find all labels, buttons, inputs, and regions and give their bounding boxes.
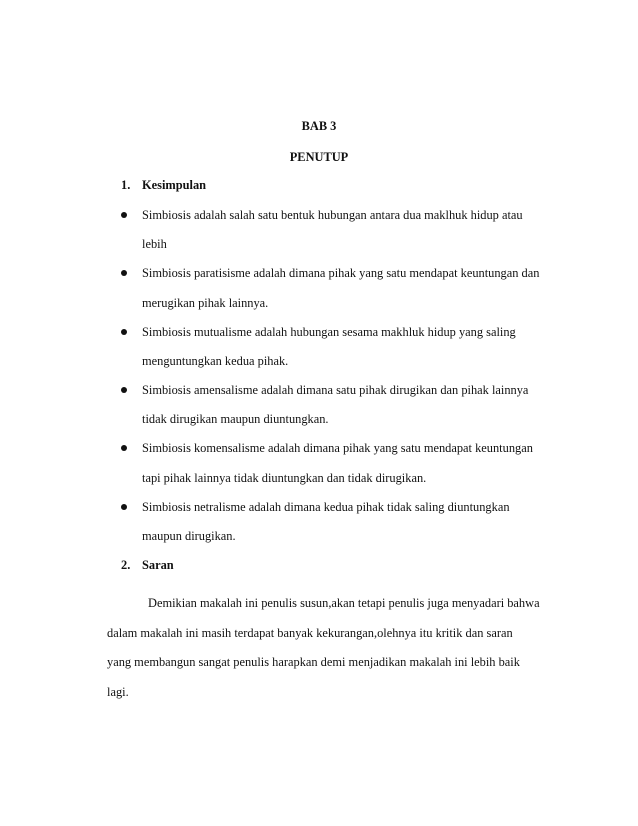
saran-paragraph-line-1: Demikian makalah ini penulis susun,akan tetapi penulis juga menyadari bahwa <box>148 596 540 610</box>
bullet-dot <box>121 445 127 451</box>
bullet-4-line-1: Simbiosis amensalisme adalah dimana satu pihak dirugikan dan pihak lainnya <box>142 383 529 397</box>
bullet-dot <box>121 329 127 335</box>
bullet-1-line-1: Simbiosis adalah salah satu bentuk hubungan antara dua maklhuk hidup atau <box>142 208 523 222</box>
saran-paragraph-line-4: lagi. <box>107 685 129 699</box>
bullet-2-line-2: merugikan pihak lainnya. <box>142 296 269 310</box>
bullet-dot <box>121 387 127 393</box>
bullet-dot <box>121 212 127 218</box>
bullet-4-line-2: tidak dirugikan maupun diuntungkan. <box>142 412 329 426</box>
bullet-5-line-2: tapi pihak lainnya tidak diuntungkan dan tidak dirugikan. <box>142 471 427 485</box>
bullet-dot <box>121 270 127 276</box>
section-number-2: 2. <box>121 558 131 572</box>
chapter-number: BAB 3 <box>301 119 337 133</box>
section-heading-kesimpulan: Kesimpulan <box>142 178 207 192</box>
bullet-3-line-1: Simbiosis mutualisme adalah hubungan sesama makhluk hidup yang saling <box>142 325 516 339</box>
bullet-5-line-1: Simbiosis komensalisme adalah dimana pihak yang satu mendapat keuntungan <box>142 441 533 455</box>
bullet-6-line-2: maupun dirugikan. <box>142 529 236 543</box>
section-number-1: 1. <box>121 178 131 192</box>
saran-paragraph-line-3: yang membangun sangat penulis harapkan demi menjadikan makalah ini lebih baik <box>107 655 520 669</box>
bullet-3-line-2: menguntungkan kedua pihak. <box>142 354 289 368</box>
saran-paragraph-line-2: dalam makalah ini masih terdapat banyak kekurangan,olehnya itu kritik dan saran <box>107 626 513 640</box>
section-heading-saran: Saran <box>142 558 174 572</box>
bullet-6-line-1: Simbiosis netralisme adalah dimana kedua pihak tidak saling diuntungkan <box>142 500 510 514</box>
bullet-2-line-1: Simbiosis paratisisme adalah dimana pihak yang satu mendapat keuntungan dan <box>142 266 540 280</box>
chapter-title: PENUTUP <box>289 150 349 164</box>
bullet-dot <box>121 504 127 510</box>
bullet-1-line-2: lebih <box>142 237 167 251</box>
